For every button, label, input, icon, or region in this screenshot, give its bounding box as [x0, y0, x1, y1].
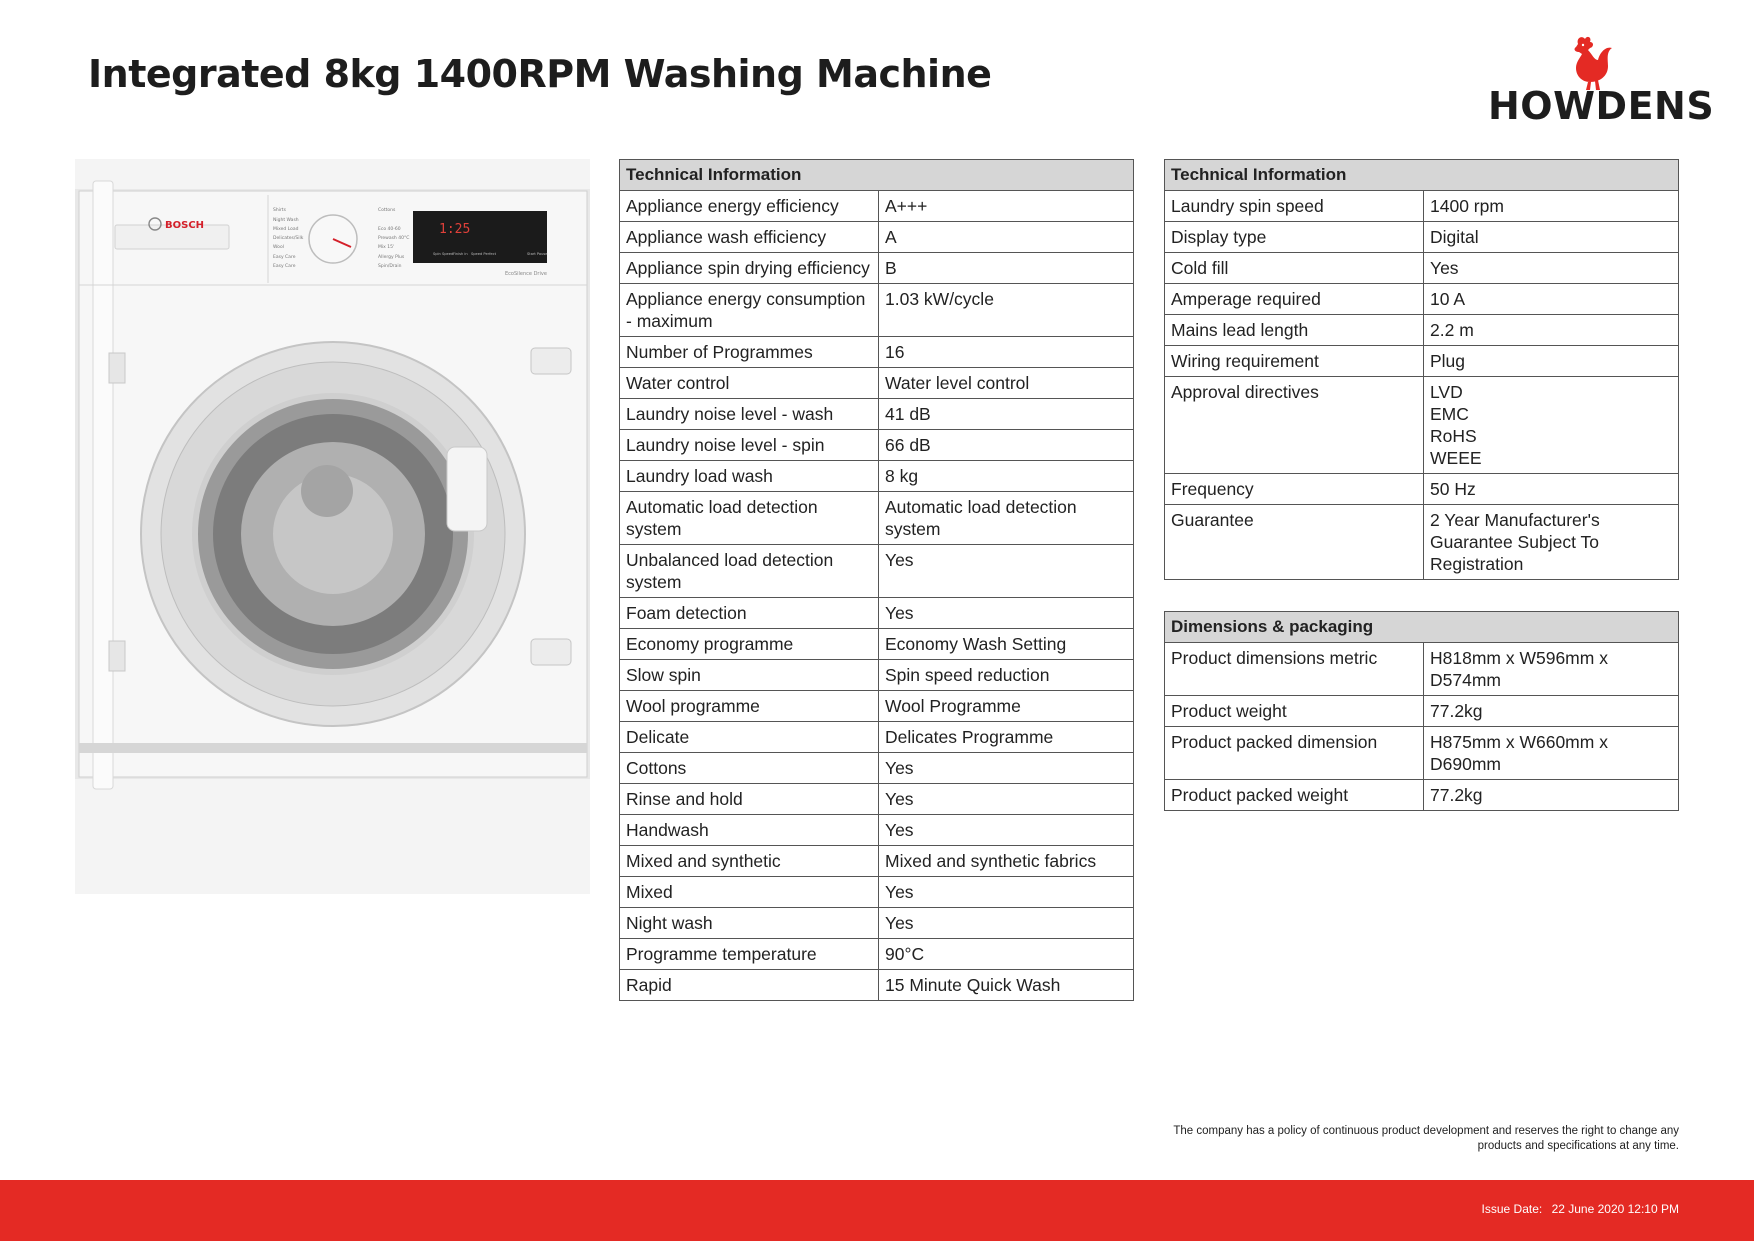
- table-row: [1165, 696, 1679, 727]
- spec-value: Yes: [879, 545, 1134, 598]
- spec-label: Water control: [620, 368, 879, 399]
- spec-value: Spin speed reduction: [879, 660, 1134, 691]
- spec-label: Laundry load wash: [620, 461, 879, 492]
- spec-label: Laundry noise level - spin: [620, 430, 879, 461]
- table-row: [620, 908, 1134, 939]
- programme-label: Cottons: [378, 208, 396, 213]
- dimensions-table: [1164, 611, 1679, 811]
- issue-date: [1482, 1202, 1679, 1216]
- spec-value: Yes: [879, 753, 1134, 784]
- table-row: [620, 284, 1134, 337]
- table-row: [620, 753, 1134, 784]
- table-row: [620, 191, 1134, 222]
- table-row: [1165, 253, 1679, 284]
- eco-badge: EcoSilence Drive: [505, 271, 547, 277]
- table-header: Technical Information: [1165, 160, 1679, 191]
- table-row: [620, 939, 1134, 970]
- spec-value: Yes: [879, 815, 1134, 846]
- issue-date-value: 22 June 2020 12:10 PM: [1551, 1202, 1679, 1216]
- spec-label: Product weight: [1165, 696, 1424, 727]
- spec-value: 15 Minute Quick Wash: [879, 970, 1134, 1001]
- programme-label: Eco 40-60: [378, 227, 401, 232]
- spec-label: Programme temperature: [620, 939, 879, 970]
- programme-label: Shirts: [273, 208, 286, 213]
- table-row: [1165, 191, 1679, 222]
- programme-label: Night Wash: [273, 218, 299, 223]
- howdens-logo: [1488, 34, 1715, 130]
- programme-label: Easy Care: [273, 264, 296, 269]
- door-handle: [447, 447, 487, 531]
- table-row: [620, 368, 1134, 399]
- table-row: [620, 877, 1134, 908]
- spec-label: Mains lead length: [1165, 315, 1424, 346]
- spec-value: Automatic load detection system: [879, 492, 1134, 545]
- spec-value: H818mm x W596mm x D574mm: [1424, 643, 1679, 696]
- table-row: [1165, 727, 1679, 780]
- control-label: Speed Perfect: [471, 252, 496, 256]
- spec-value: 77.2kg: [1424, 696, 1679, 727]
- page-title: Integrated 8kg 1400RPM Washing Machine: [88, 52, 992, 96]
- spec-value: Water level control: [879, 368, 1134, 399]
- table-row: [620, 399, 1134, 430]
- rooster-icon: [1548, 34, 1620, 90]
- spec-label: Automatic load detection system: [620, 492, 879, 545]
- spec-label: Cottons: [620, 753, 879, 784]
- technical-info-table-left: [619, 159, 1134, 1001]
- spec-value: Yes: [879, 784, 1134, 815]
- table-row: [1165, 315, 1679, 346]
- spec-value: H875mm x W660mm x D690mm: [1424, 727, 1679, 780]
- spec-label: Foam detection: [620, 598, 879, 629]
- spec-value: Mixed and synthetic fabrics: [879, 846, 1134, 877]
- table-row: [620, 430, 1134, 461]
- spec-label: Product packed dimension: [1165, 727, 1424, 780]
- spec-value: Yes: [879, 598, 1134, 629]
- table-row: [620, 492, 1134, 545]
- table-row: [620, 815, 1134, 846]
- spec-label: Mixed and synthetic: [620, 846, 879, 877]
- spec-label: Appliance energy efficiency: [620, 191, 879, 222]
- table-row: [1165, 222, 1679, 253]
- control-label: Finish in: [453, 252, 468, 256]
- spec-value: Yes: [879, 908, 1134, 939]
- table-row: [1165, 284, 1679, 315]
- programme-label: Mix 15': [378, 245, 395, 250]
- spec-value: 41 dB: [879, 399, 1134, 430]
- footer-bar: [0, 1180, 1754, 1241]
- table-row: [1165, 346, 1679, 377]
- programme-label: Spin/Drain: [378, 264, 402, 269]
- table-row: [620, 598, 1134, 629]
- spec-label: Delicate: [620, 722, 879, 753]
- table-row: [1165, 505, 1679, 580]
- spec-label: Amperage required: [1165, 284, 1424, 315]
- programme-label: Wool: [273, 245, 284, 250]
- spec-value: 1.03 kW/cycle: [879, 284, 1134, 337]
- spec-value: Yes: [879, 877, 1134, 908]
- spec-value: 66 dB: [879, 430, 1134, 461]
- spec-label: Product dimensions metric: [1165, 643, 1424, 696]
- display-time: 1:25: [439, 222, 471, 237]
- brand-name: HOWDENS: [1488, 84, 1715, 128]
- spec-label: Laundry spin speed: [1165, 191, 1424, 222]
- spec-label: Cold fill: [1165, 253, 1424, 284]
- spec-label: Rapid: [620, 970, 879, 1001]
- spec-label: Guarantee: [1165, 505, 1424, 580]
- table-row: [1165, 377, 1679, 474]
- spec-value: 50 Hz: [1424, 474, 1679, 505]
- table-row: [620, 545, 1134, 598]
- technical-info-table-right: [1164, 159, 1679, 580]
- spec-value: A+++: [879, 191, 1134, 222]
- table-row: [620, 222, 1134, 253]
- spec-label: Rinse and hold: [620, 784, 879, 815]
- spec-value: B: [879, 253, 1134, 284]
- spec-value: Digital: [1424, 222, 1679, 253]
- programme-label: Delicates/Silk: [273, 236, 304, 241]
- programme-label: Easy Care: [273, 255, 296, 260]
- table-row: [1165, 780, 1679, 811]
- table-header: Technical Information: [620, 160, 1134, 191]
- spec-value: Plug: [1424, 346, 1679, 377]
- spec-value: 8 kg: [879, 461, 1134, 492]
- spec-value: 16: [879, 337, 1134, 368]
- spec-label: Number of Programmes: [620, 337, 879, 368]
- control-label: Start Pause: [527, 252, 548, 256]
- table-row: [1165, 643, 1679, 696]
- spec-value: 2.2 m: [1424, 315, 1679, 346]
- table-row: [620, 970, 1134, 1001]
- spec-value: Yes: [1424, 253, 1679, 284]
- spec-value: Economy Wash Setting: [879, 629, 1134, 660]
- spec-label: Appliance energy consumption - maximum: [620, 284, 879, 337]
- spec-label: Approval directives: [1165, 377, 1424, 474]
- bosch-label: BOSCH: [165, 220, 205, 231]
- spec-label: Wiring requirement: [1165, 346, 1424, 377]
- spec-label: Appliance spin drying efficiency: [620, 253, 879, 284]
- programme-label: Allergy Plus: [378, 255, 405, 260]
- spec-label: Slow spin: [620, 660, 879, 691]
- table-row: [620, 660, 1134, 691]
- table-row: [620, 629, 1134, 660]
- table-row: [620, 461, 1134, 492]
- spec-value: 90°C: [879, 939, 1134, 970]
- disclaimer: The company has a policy of continuous product development and reserves the right to change any products and specifications at any time.: [1173, 1125, 1679, 1152]
- spec-value: 77.2kg: [1424, 780, 1679, 811]
- spec-label: Mixed: [620, 877, 879, 908]
- spec-value: 2 Year Manufacturer's Guarantee Subject To Registration: [1424, 505, 1679, 580]
- spec-label: Appliance wash efficiency: [620, 222, 879, 253]
- spec-label: Frequency: [1165, 474, 1424, 505]
- spec-value: Delicates Programme: [879, 722, 1134, 753]
- table-row: [1165, 474, 1679, 505]
- spec-value: Wool Programme: [879, 691, 1134, 722]
- spec-value: LVD EMC RoHS WEEE: [1424, 377, 1679, 474]
- spec-value: A: [879, 222, 1134, 253]
- table-header: Dimensions & packaging: [1165, 612, 1679, 643]
- spec-value: 1400 rpm: [1424, 191, 1679, 222]
- spec-label: Economy programme: [620, 629, 879, 660]
- table-row: [620, 846, 1134, 877]
- spec-value: 10 A: [1424, 284, 1679, 315]
- spec-label: Night wash: [620, 908, 879, 939]
- product-image: [75, 159, 590, 894]
- programme-label: Prewash 40°C: [378, 236, 410, 241]
- spec-label: Display type: [1165, 222, 1424, 253]
- spec-label: Handwash: [620, 815, 879, 846]
- table-row: [620, 337, 1134, 368]
- control-label: Spin Speed: [433, 252, 454, 256]
- spec-label: Laundry noise level - wash: [620, 399, 879, 430]
- spec-label: Unbalanced load detection system: [620, 545, 879, 598]
- spec-label: Product packed weight: [1165, 780, 1424, 811]
- programme-label: Mixed Load: [273, 227, 299, 232]
- issue-date-label: Issue Date:: [1481, 1202, 1543, 1216]
- table-row: [620, 722, 1134, 753]
- table-row: [620, 253, 1134, 284]
- table-row: [620, 784, 1134, 815]
- table-row: [620, 691, 1134, 722]
- spec-label: Wool programme: [620, 691, 879, 722]
